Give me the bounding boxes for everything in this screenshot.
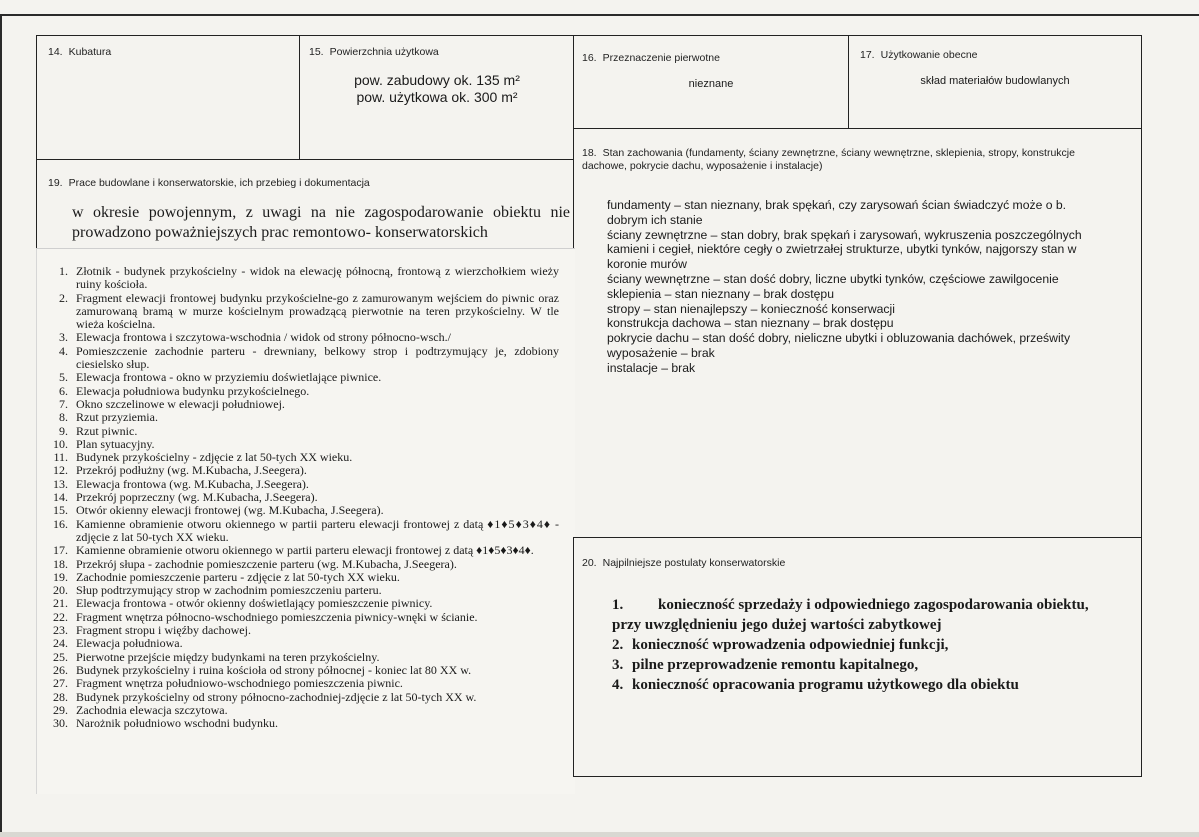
state-line: stropy – stan nienajlepszy – konieczność konserwacji <box>607 301 895 316</box>
postulate-item <box>612 655 1112 675</box>
documentation-item-text: Elewacja frontowa (wg. M.Kubacha, J.Seegera). <box>76 476 309 491</box>
postulate-item <box>612 675 1112 695</box>
left-edge-line <box>0 14 2 837</box>
state-line: pokrycie dachu – stan dość dobry, nieliczne ubytki i obluzowania dachówek, prześwity <box>607 331 1071 346</box>
documentation-item-text: Słup podtrzymujący strop w zachodnim pomieszczeniu parteru. <box>76 583 382 598</box>
documentation-item-number: 19. <box>53 569 68 584</box>
documentation-item-text: Budynek przykościelny i ruina kościoła od strony północnej - koniec lat 80 XX w. <box>76 662 472 677</box>
field-16-number: 16. <box>582 52 597 64</box>
documentation-item <box>44 478 559 491</box>
documentation-item-number: 8. <box>59 410 68 425</box>
documentation-item <box>44 584 559 597</box>
documentation-item <box>44 624 559 637</box>
documentation-list <box>44 265 559 730</box>
documentation-item <box>44 292 559 332</box>
field-14-number: 14. <box>48 46 63 58</box>
documentation-item-text: Kamienne obramienie otworu okiennego w partii parteru elewacji frontowej z datą ♦1♦5♦3♦4♦ - zdjęcie z lat 50-tych XX wieku. <box>76 516 559 544</box>
documentation-item-text: Elewacja południowa. <box>76 636 183 651</box>
documentation-item-number: 2. <box>59 290 68 305</box>
documentation-item-text: Elewacja frontowa i szczytowa-wschodnia / widok od strony północno-wsch./ <box>76 330 451 345</box>
field-14-title: Kubatura <box>68 46 112 58</box>
documentation-item <box>44 664 559 677</box>
postulate-item <box>612 635 1112 655</box>
documentation-item <box>44 451 559 464</box>
documentation-item-text: Budynek przykościelny od strony północno-zachodniej-zdjęcie z lat 50-tych XX w. <box>76 689 477 704</box>
documentation-item-text: Przekrój poprzeczny (wg. M.Kubacha, J.Seegera). <box>76 490 318 505</box>
documentation-item <box>44 558 559 571</box>
documentation-item <box>44 491 559 504</box>
field-19-title: Prace budowlane i konserwatorskie, ich przebieg i dokumentacja <box>68 177 370 189</box>
documentation-item-number: 6. <box>59 383 68 398</box>
state-line: fundamenty – stan nieznany, brak spękań, czy zarysowań ścian świadczyć może o b. dobrym ich stanie <box>607 198 1067 227</box>
documentation-item <box>44 677 559 690</box>
documentation-item-number: 28. <box>53 689 68 704</box>
documentation-item-number: 24. <box>53 636 68 651</box>
documentation-item <box>44 438 559 451</box>
documentation-item-text: Rzut piwnic. <box>76 423 138 438</box>
documentation-item-number: 5. <box>59 370 68 385</box>
documentation-item <box>44 425 559 438</box>
documentation-item-number: 4. <box>59 343 68 358</box>
documentation-item-text: Otwór okienny elewacji frontowej (wg. M.Kubacha, J.Seegera). <box>76 503 384 518</box>
state-line: wyposażenie – brak <box>607 345 715 360</box>
documentation-item-number: 3. <box>59 330 68 345</box>
field-14-label <box>48 46 111 59</box>
top-edge-line <box>0 14 1199 16</box>
documentation-item <box>44 611 559 624</box>
state-line: ściany zewnętrzne – stan dobry, brak spękań i zarysowań, wykruszenia poszczególnych kamieni i cegieł, niektóre cegły o zwietrzałej strukturze, ubytki tynków, najgorszy stan w koronie murów <box>607 227 1082 272</box>
field-16-title: Przeznaczenie pierwotne <box>602 52 720 64</box>
postulate-number: 2. <box>612 637 624 653</box>
documentation-item-number: 10. <box>53 436 68 451</box>
postulate-number: 3. <box>612 657 624 673</box>
documentation-item-number: 26. <box>53 662 68 677</box>
documentation-item <box>44 691 559 704</box>
documentation-item-number: 13. <box>53 476 68 491</box>
field-20-number: 20. <box>582 557 597 569</box>
documentation-item-text: Narożnik południowo wschodni budynku. <box>76 716 278 731</box>
documentation-item-number: 18. <box>53 556 68 571</box>
documentation-item <box>44 544 559 557</box>
documentation-item-number: 21. <box>53 596 68 611</box>
documentation-item-number: 14. <box>53 490 68 505</box>
bottom-edge <box>0 832 1199 837</box>
field-19-label <box>48 177 370 190</box>
documentation-item-text: Pierwotne przejście między budynkami na teren przykościelny. <box>76 649 380 664</box>
documentation-item <box>44 345 559 372</box>
documentation-item-number: 16. <box>53 516 68 531</box>
current-use-value: skład materiałów budowlanych <box>920 75 1070 87</box>
field-16-label <box>582 52 720 65</box>
postulate-number: 4. <box>612 677 624 693</box>
preservation-state-text <box>607 198 1107 376</box>
documentation-item-text: Elewacja południowa budynku przykościelnego. <box>76 383 310 398</box>
documentation-item-number: 30. <box>53 716 68 731</box>
documentation-item <box>44 464 559 477</box>
field-15-label <box>309 46 439 59</box>
documentation-item-number: 17. <box>53 543 68 558</box>
usable-area: pow. użytkowa ok. 300 m² <box>356 89 518 105</box>
documentation-item <box>44 518 559 545</box>
field-17-number: 17. <box>860 49 875 61</box>
documentation-item-number: 20. <box>53 583 68 598</box>
documentation-item-text: Elewacja frontowa - okno w przyziemiu doświetlające piwnice. <box>76 370 382 385</box>
documentation-item <box>44 571 559 584</box>
documentation-item-number: 29. <box>53 702 68 717</box>
field-20-title: Najpilniejsze postulaty konserwatorskie <box>602 557 786 569</box>
documentation-item-text: Zachodnia elewacja szczytowa. <box>76 702 228 717</box>
documentation-item <box>44 331 559 344</box>
state-line: instalacje – brak <box>607 360 696 375</box>
field-19-number: 19. <box>48 177 63 189</box>
field-15-value <box>300 72 574 106</box>
documentation-item <box>44 651 559 664</box>
documentation-item-text: Fragment wnętrza północno-wschodniego pomieszczenia piwnicy-wnęki w ścianie. <box>76 609 478 624</box>
postulate-text: konieczność sprzedaży i odpowiedniego zagospodarowania obiektu, przy uwzględnieniu jego dużej wartości zabytkowej <box>612 597 1089 633</box>
field-20-label <box>582 557 785 570</box>
documentation-item-text: Fragment wnętrza południowo-wschodniego pomieszczenia piwnic. <box>76 676 403 691</box>
documentation-item-number: 27. <box>53 676 68 691</box>
field-15-number: 15. <box>309 46 324 58</box>
documentation-item-number: 1. <box>59 264 68 278</box>
state-line: ściany wewnętrzne – stan dość dobry, liczne ubytki tynków, częściowe zawilgocenie <box>607 271 1059 286</box>
postulates-list <box>612 595 1112 695</box>
documentation-item <box>44 371 559 384</box>
documentation-item-number: 15. <box>53 503 68 518</box>
postulate-text: pilne przeprowadzenie remontu kapitalnego, <box>632 657 919 673</box>
documentation-item-text: Przekrój słupa - zachodnie pomieszczenie parteru (wg. M.Kubacha, J.Seegera). <box>76 556 457 571</box>
documentation-item-text: Przekrój podłużny (wg. M.Kubacha, J.Seegera). <box>76 463 307 478</box>
postulate-number: 1. <box>612 597 624 613</box>
documentation-item-number: 9. <box>59 423 68 438</box>
postulate-text: konieczność opracowania programu użytkowego dla obiektu <box>632 677 1019 693</box>
documentation-item-text: Budynek przykościelny - zdjęcie z lat 50-tych XX wieku. <box>76 450 353 465</box>
postulate-item <box>612 595 1112 635</box>
documentation-item-text: Plan sytuacyjny. <box>76 436 155 451</box>
documentation-item <box>44 717 559 730</box>
field-15-title: Powierzchnia użytkowa <box>329 46 439 58</box>
documentation-item <box>44 265 559 292</box>
field-18-title: Stan zachowania (fundamenty, ściany zewnętrzne, ściany wewnętrzne, sklepienia, stropy, konstrukcje dachowe, pokrycie dachu, wyposażenie i instalacje) <box>582 147 1075 172</box>
field-18-number: 18. <box>582 147 597 159</box>
field-17-label <box>860 49 978 62</box>
original-purpose-value: nieznane <box>688 78 734 90</box>
documentation-item-text: Okno szczelinowe w elewacji południowej. <box>76 396 285 411</box>
documentation-item-number: 25. <box>53 649 68 664</box>
postulate-text: konieczność wprowadzenia odpowiedniej funkcji, <box>632 637 949 653</box>
documentation-item-text: Rzut przyziemia. <box>76 410 158 425</box>
documentation-item <box>44 597 559 610</box>
documentation-item-text: Zachodnie pomieszczenie parteru - zdjęcie z lat 50-tych XX wieku. <box>76 569 400 584</box>
documentation-item-number: 11. <box>53 450 68 465</box>
documentation-item <box>44 411 559 424</box>
documentation-item <box>44 637 559 650</box>
documentation-item <box>44 398 559 411</box>
documentation-item-number: 7. <box>59 396 68 411</box>
state-line: sklepienia – stan nieznany – brak dostępu <box>607 286 834 301</box>
documentation-item-number: 12. <box>53 463 68 478</box>
documentation-item-number: 23. <box>53 623 68 638</box>
documentation-item-number: 22. <box>53 609 68 624</box>
documentation-item-text: Kamienne obramienie otworu okiennego w partii parteru elewacji frontowej z datą ♦1♦5♦3♦4♦. <box>76 543 534 558</box>
state-line: konstrukcja dachowa – stan nieznany – brak dostępu <box>607 316 894 331</box>
documentation-item <box>44 704 559 717</box>
documentation-item-text: Pomieszczenie zachodnie parteru - drewniany, belkowy strop i podtrzymujący je, zdobiony ciesielsko słup. <box>76 343 559 372</box>
built-area: pow. zabudowy ok. 135 m² <box>354 72 520 88</box>
documentation-item <box>44 504 559 517</box>
field-17-title: Użytkowanie obecne <box>880 49 978 61</box>
documentation-item-text: Złotnik - budynek przykościelny - widok na elewację północną, frontową z wierzchołkiem wieży ruiny kościoła. <box>76 264 559 292</box>
field-18-label <box>582 147 1107 173</box>
works-intro-text: w okresie powojennym, z uwagi na nie zagospodarowanie obiektu nie prowadzono poważniejszych prac remontowo- konserwatorskich <box>72 204 570 241</box>
documentation-item-text: Fragment elewacji frontowej budynku przykościelne-go z zamurowanym wejściem do piwnic oraz zamurowaną bramą w murze kościelnym prowadzącą pierwotnie na teren przykościelny. W tle wieża kościelna. <box>76 290 559 332</box>
documentation-item <box>44 385 559 398</box>
documentation-item-text: Fragment stropu i więźby dachowej. <box>76 623 251 638</box>
documentation-item-text: Elewacja frontowa - otwór okienny doświetlający pomieszczenie piwnicy. <box>76 596 433 611</box>
